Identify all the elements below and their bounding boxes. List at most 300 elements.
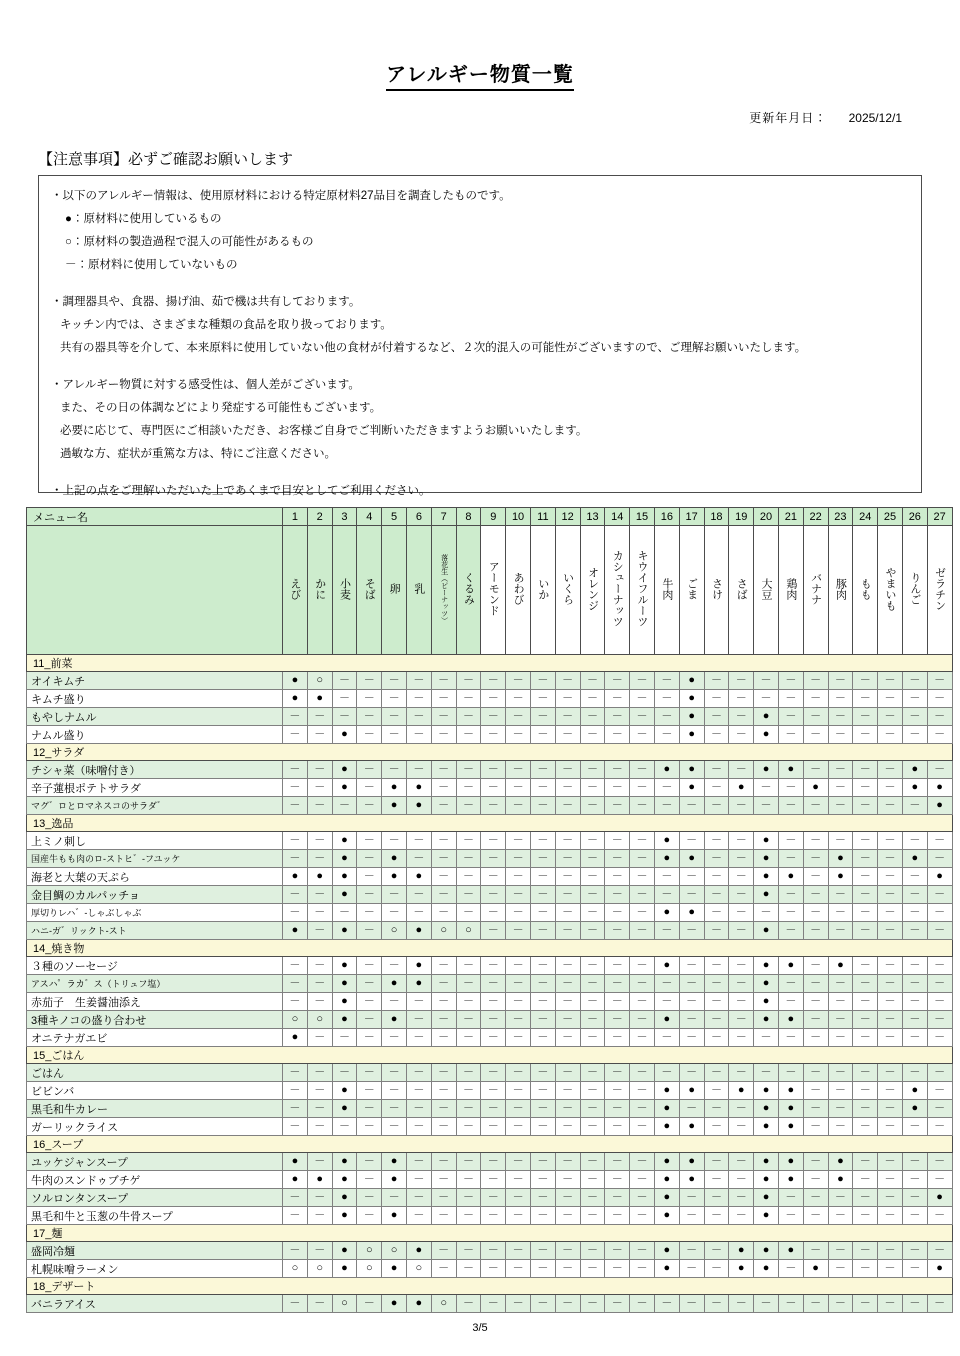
allergen-mark-22-not-used	[803, 672, 828, 690]
mark-glyph: －	[760, 1297, 772, 1309]
mark-glyph: －	[289, 781, 301, 793]
allergen-mark-6-used	[406, 868, 431, 886]
allergen-mark-3-not-used	[332, 672, 357, 690]
mark-glyph: －	[884, 1031, 896, 1043]
allergen-mark-19-not-used	[729, 1029, 754, 1047]
allergen-mark-8-not-used	[456, 904, 481, 922]
mark-glyph: －	[562, 1031, 574, 1043]
allergen-mark-4-not-used	[357, 868, 382, 886]
allergen-mark-12-not-used	[555, 1082, 580, 1100]
mark-glyph: －	[462, 710, 474, 722]
allergen-mark-23-not-used	[828, 1242, 853, 1260]
allergen-mark-6-not-used	[406, 690, 431, 708]
menu-row	[27, 1100, 953, 1118]
mark-glyph: －	[462, 1013, 474, 1025]
allergen-mark-18-not-used	[704, 726, 729, 744]
allergen-mark-9-not-used	[481, 868, 506, 886]
mark-glyph: ●	[341, 924, 348, 936]
allergen-mark-17-not-used	[679, 1260, 704, 1278]
allergen-mark-5-not-used	[382, 690, 407, 708]
mark-glyph: －	[934, 834, 946, 846]
mark-glyph: －	[363, 1084, 375, 1096]
allergen-mark-17-not-used	[679, 797, 704, 815]
allergen-mark-26-used	[902, 1100, 927, 1118]
mark-glyph: －	[462, 870, 474, 882]
mark-glyph: －	[586, 1031, 598, 1043]
menu-item-name: ガーリックライス	[27, 1118, 283, 1136]
menu-row	[27, 975, 953, 993]
mark-glyph: －	[413, 852, 425, 864]
allergen-mark-17-used	[679, 904, 704, 922]
mark-glyph: ●	[688, 1155, 695, 1167]
mark-glyph: －	[512, 959, 524, 971]
allergen-mark-9-not-used	[481, 850, 506, 868]
mark-glyph: －	[537, 1244, 549, 1256]
mark-glyph: －	[487, 1209, 499, 1221]
allergen-name-16	[654, 526, 679, 655]
mark-glyph: －	[859, 959, 871, 971]
page-footer: 3/5	[472, 1322, 488, 1334]
allergen-mark-20-used	[754, 1207, 779, 1225]
mark-glyph: －	[413, 1173, 425, 1185]
mark-glyph: ●	[341, 781, 348, 793]
allergen-mark-25-not-used	[878, 779, 903, 797]
mark-glyph: －	[661, 924, 673, 936]
mark-glyph: ●	[316, 870, 324, 882]
mark-glyph: －	[289, 977, 301, 989]
mark-glyph: ●	[341, 870, 348, 882]
mark-glyph: －	[859, 852, 871, 864]
mark-glyph: －	[438, 1120, 450, 1132]
allergen-mark-22-not-used	[803, 690, 828, 708]
allergen-mark-16-used	[654, 1153, 679, 1171]
category-label: 13_逸品	[27, 815, 283, 832]
allergen-mark-11-not-used	[530, 1295, 555, 1313]
allergen-name-11	[530, 526, 555, 655]
notice-line: ・調理器具や、食器、揚げ油、茹で機は共有しております。	[51, 296, 361, 308]
allergen-mark-6-not-used	[406, 850, 431, 868]
mark-glyph: －	[487, 1084, 499, 1096]
allergen-mark-22-not-used	[803, 1295, 828, 1313]
mark-glyph: －	[859, 870, 871, 882]
allergen-mark-21-not-used	[778, 672, 803, 690]
mark-glyph: －	[487, 870, 499, 882]
allergen-mark-25-not-used	[878, 690, 903, 708]
mark-glyph: －	[834, 728, 846, 740]
allergen-mark-16-used	[654, 1260, 679, 1278]
allergen-mark-22-not-used	[803, 904, 828, 922]
mark-glyph: －	[462, 692, 474, 704]
allergen-mark-5-not-used	[382, 761, 407, 779]
mark-glyph: －	[512, 1173, 524, 1185]
mark-glyph: －	[487, 1031, 499, 1043]
allergen-name-14	[605, 526, 630, 655]
allergen-mark-24-not-used	[853, 1118, 878, 1136]
mark-glyph: －	[785, 977, 797, 989]
mark-glyph: －	[487, 1102, 499, 1114]
mark-glyph: －	[636, 692, 648, 704]
allergen-mark-17-used	[679, 1118, 704, 1136]
allergen-name-text: やまいも	[884, 566, 897, 611]
mark-glyph: －	[884, 852, 896, 864]
mark-glyph: －	[562, 924, 574, 936]
allergen-mark-25-not-used	[878, 832, 903, 850]
allergen-mark-15-not-used	[630, 1189, 655, 1207]
category-row	[27, 815, 953, 832]
mark-glyph: －	[909, 1066, 921, 1078]
allergen-mark-4-not-used	[357, 1029, 382, 1047]
mark-glyph: －	[363, 1155, 375, 1167]
mark-glyph: －	[661, 781, 673, 793]
mark-glyph: －	[611, 1120, 623, 1132]
mark-glyph: －	[338, 906, 350, 918]
allergen-mark-17-used	[679, 690, 704, 708]
allergen-mark-10-not-used	[506, 1295, 531, 1313]
allergen-mark-14-not-used	[605, 868, 630, 886]
mark-glyph: －	[859, 1066, 871, 1078]
mark-glyph: －	[834, 1102, 846, 1114]
allergen-mark-1-used	[283, 1171, 308, 1189]
mark-glyph: －	[537, 995, 549, 1007]
mark-glyph: ●	[837, 852, 844, 864]
allergen-mark-4-not-used	[357, 922, 382, 940]
mark-glyph: －	[834, 1244, 846, 1256]
mark-glyph: －	[710, 1155, 722, 1167]
allergen-mark-4-not-used	[357, 1118, 382, 1136]
allergen-mark-20-not-used	[754, 1295, 779, 1313]
allergen-mark-19-not-used	[729, 726, 754, 744]
mark-glyph: －	[562, 1262, 574, 1274]
allergen-mark-27-not-used	[927, 1082, 952, 1100]
allergen-name-row	[27, 526, 953, 655]
mark-glyph: －	[611, 1155, 623, 1167]
mark-glyph: ○	[291, 1262, 299, 1274]
allergen-mark-1-not-used	[283, 708, 308, 726]
allergen-mark-9-not-used	[481, 957, 506, 975]
mark-glyph: －	[785, 1031, 797, 1043]
allergen-mark-26-not-used	[902, 993, 927, 1011]
allergen-mark-5-not-used	[382, 1082, 407, 1100]
mark-glyph: －	[834, 710, 846, 722]
mark-glyph: －	[413, 888, 425, 900]
menu-item-name: 盛岡冷麺	[27, 1242, 283, 1260]
allergen-mark-27-not-used	[927, 886, 952, 904]
mark-glyph: －	[859, 763, 871, 775]
allergen-mark-7-not-used	[431, 886, 456, 904]
mark-glyph: －	[289, 1209, 301, 1221]
menu-item-name: マグ゛ロとロマネスコのサラダ゛	[27, 797, 283, 815]
mark-glyph: －	[884, 710, 896, 722]
allergen-number-21: 21	[778, 508, 803, 526]
menu-row	[27, 708, 953, 726]
allergen-mark-25-not-used	[878, 1100, 903, 1118]
mark-glyph: －	[586, 1262, 598, 1274]
mark-glyph: －	[537, 710, 549, 722]
allergen-mark-12-not-used	[555, 708, 580, 726]
allergen-mark-10-not-used	[506, 975, 531, 993]
mark-glyph: －	[512, 995, 524, 1007]
mark-glyph: －	[438, 1084, 450, 1096]
mark-glyph: －	[438, 1244, 450, 1256]
mark-glyph: －	[859, 995, 871, 1007]
mark-glyph: －	[710, 995, 722, 1007]
allergen-mark-22-not-used	[803, 850, 828, 868]
allergen-mark-23-not-used	[828, 672, 853, 690]
allergen-mark-15-not-used	[630, 779, 655, 797]
allergen-mark-6-not-used	[406, 708, 431, 726]
mark-glyph: －	[586, 799, 598, 811]
allergen-mark-22-not-used	[803, 1118, 828, 1136]
mark-glyph: －	[710, 834, 722, 846]
allergen-mark-21-not-used	[778, 904, 803, 922]
category-label: 17_麺	[27, 1225, 283, 1242]
allergen-mark-22-not-used	[803, 957, 828, 975]
allergen-mark-22-not-used	[803, 1153, 828, 1171]
mark-glyph: －	[710, 1209, 722, 1221]
allergen-table-wrap	[26, 507, 946, 1313]
mark-glyph: －	[338, 1066, 350, 1078]
mark-glyph: －	[810, 1031, 822, 1043]
allergen-mark-25-not-used	[878, 1242, 903, 1260]
mark-glyph: ●	[762, 977, 770, 989]
menu-item-name: ハニ-ガ゛リックト-スト	[27, 922, 283, 940]
allergen-mark-23-not-used	[828, 726, 853, 744]
allergen-mark-2-may-contain	[307, 672, 332, 690]
allergen-mark-2-not-used	[307, 708, 332, 726]
allergen-mark-11-not-used	[530, 868, 555, 886]
allergen-mark-18-not-used	[704, 1171, 729, 1189]
mark-glyph: －	[462, 728, 474, 740]
allergen-mark-17-not-used	[679, 1189, 704, 1207]
allergen-number-5: 5	[382, 508, 407, 526]
allergen-mark-4-not-used	[357, 797, 382, 815]
mark-glyph: －	[710, 1031, 722, 1043]
allergen-mark-14-not-used	[605, 1189, 630, 1207]
allergen-mark-7-not-used	[431, 797, 456, 815]
mark-glyph: ●	[415, 924, 423, 936]
mark-glyph: ●	[291, 674, 299, 686]
menu-item-name: 札幌味噌ラーメン	[27, 1260, 283, 1278]
allergen-mark-6-not-used	[406, 1029, 431, 1047]
allergen-mark-15-not-used	[630, 672, 655, 690]
allergen-mark-21-not-used	[778, 779, 803, 797]
mark-glyph: ○	[390, 1244, 398, 1256]
allergen-mark-13-not-used	[580, 779, 605, 797]
allergen-mark-3-not-used	[332, 690, 357, 708]
allergen-mark-27-not-used	[927, 1295, 952, 1313]
mark-glyph: ○	[365, 1262, 373, 1274]
allergen-number-10: 10	[506, 508, 531, 526]
mark-glyph: －	[884, 870, 896, 882]
allergen-mark-25-not-used	[878, 1064, 903, 1082]
allergen-mark-7-not-used	[431, 1118, 456, 1136]
allergen-mark-16-used	[654, 957, 679, 975]
mark-glyph: －	[462, 995, 474, 1007]
notice-line: ・上記の点をご理解いただいた上であくまで目安としてご利用ください。	[51, 485, 431, 497]
allergen-mark-11-not-used	[530, 1029, 555, 1047]
allergen-mark-23-not-used	[828, 1100, 853, 1118]
mark-glyph: －	[909, 1262, 921, 1274]
allergen-mark-26-not-used	[902, 1295, 927, 1313]
mark-glyph: －	[586, 763, 598, 775]
allergen-mark-24-not-used	[853, 1260, 878, 1278]
allergen-mark-19-used	[729, 1260, 754, 1278]
mark-glyph: －	[909, 674, 921, 686]
mark-glyph: －	[611, 870, 623, 882]
mark-glyph: －	[562, 1297, 574, 1309]
allergen-mark-16-not-used	[654, 726, 679, 744]
mark-glyph: －	[562, 1013, 574, 1025]
allergen-mark-9-not-used	[481, 1189, 506, 1207]
allergen-mark-1-not-used	[283, 761, 308, 779]
mark-glyph: －	[686, 995, 698, 1007]
mark-glyph: －	[438, 959, 450, 971]
mark-glyph: －	[314, 1155, 326, 1167]
mark-glyph: －	[810, 959, 822, 971]
mark-glyph: －	[363, 1191, 375, 1203]
allergen-number-7: 7	[431, 508, 456, 526]
allergen-mark-25-not-used	[878, 1260, 903, 1278]
allergen-mark-3-not-used	[332, 1118, 357, 1136]
allergen-mark-11-not-used	[530, 708, 555, 726]
mark-glyph: ●	[787, 763, 795, 775]
category-row	[27, 1278, 953, 1295]
mark-glyph: －	[884, 1155, 896, 1167]
mark-glyph: －	[314, 995, 326, 1007]
mark-glyph: －	[289, 1244, 301, 1256]
allergen-mark-3-used	[332, 1260, 357, 1278]
mark-glyph: －	[636, 1013, 648, 1025]
mark-glyph: －	[735, 728, 747, 740]
mark-glyph: －	[934, 995, 946, 1007]
category-row	[27, 655, 953, 672]
allergen-mark-22-not-used	[803, 1029, 828, 1047]
allergen-mark-22-not-used	[803, 868, 828, 886]
allergen-mark-15-not-used	[630, 1100, 655, 1118]
allergen-mark-1-not-used	[283, 993, 308, 1011]
allergen-name-text: 落花生（ピーナッツ）	[440, 553, 448, 624]
allergen-mark-3-used	[332, 975, 357, 993]
mark-glyph: －	[661, 692, 673, 704]
mark-glyph: ○	[341, 1297, 348, 1309]
mark-glyph: －	[810, 1244, 822, 1256]
mark-glyph: －	[934, 710, 946, 722]
allergen-mark-3-not-used	[332, 1064, 357, 1082]
allergen-mark-19-not-used	[729, 832, 754, 850]
menu-item-name: キムチ盛り	[27, 690, 283, 708]
allergen-name-15	[630, 526, 655, 655]
allergen-mark-19-not-used	[729, 1064, 754, 1082]
mark-glyph: ●	[762, 710, 770, 722]
allergen-mark-10-not-used	[506, 797, 531, 815]
mark-glyph: －	[363, 924, 375, 936]
mark-glyph: －	[710, 959, 722, 971]
mark-glyph: －	[363, 781, 375, 793]
allergen-mark-7-not-used	[431, 1011, 456, 1029]
mark-glyph: －	[636, 1102, 648, 1114]
mark-glyph: －	[636, 1031, 648, 1043]
mark-glyph: －	[462, 763, 474, 775]
mark-glyph: －	[289, 1102, 301, 1114]
mark-glyph: ●	[837, 959, 844, 971]
mark-glyph: －	[537, 870, 549, 882]
mark-glyph: ○	[316, 1262, 324, 1274]
allergen-mark-16-used	[654, 904, 679, 922]
allergen-mark-5-may-contain	[382, 922, 407, 940]
allergen-mark-26-not-used	[902, 672, 927, 690]
allergen-mark-18-not-used	[704, 850, 729, 868]
mark-glyph: －	[462, 1066, 474, 1078]
mark-glyph: －	[562, 710, 574, 722]
mark-glyph: －	[586, 1173, 598, 1185]
allergen-mark-21-used	[778, 868, 803, 886]
allergen-mark-17-not-used	[679, 975, 704, 993]
mark-glyph: －	[512, 1209, 524, 1221]
allergen-mark-19-not-used	[729, 868, 754, 886]
mark-glyph: －	[462, 906, 474, 918]
mark-glyph: －	[289, 834, 301, 846]
allergen-mark-6-not-used	[406, 672, 431, 690]
allergen-mark-23-not-used	[828, 1011, 853, 1029]
mark-glyph: －	[314, 1084, 326, 1096]
allergen-mark-19-not-used	[729, 1153, 754, 1171]
allergen-mark-27-not-used	[927, 1029, 952, 1047]
allergen-mark-14-not-used	[605, 975, 630, 993]
menu-row	[27, 779, 953, 797]
allergen-name-text: キウイフルーツ	[636, 550, 649, 627]
mark-glyph: －	[785, 710, 797, 722]
mark-glyph: －	[611, 924, 623, 936]
mark-glyph: －	[562, 1120, 574, 1132]
mark-glyph: ●	[341, 1209, 348, 1221]
mark-glyph: ●	[812, 781, 819, 793]
allergen-mark-1-used	[283, 1153, 308, 1171]
allergen-mark-25-not-used	[878, 904, 903, 922]
mark-glyph: ●	[787, 1084, 795, 1096]
allergen-mark-11-not-used	[530, 922, 555, 940]
allergen-mark-17-used	[679, 708, 704, 726]
menu-row	[27, 868, 953, 886]
allergen-mark-18-not-used	[704, 993, 729, 1011]
allergen-mark-2-not-used	[307, 1100, 332, 1118]
allergen-mark-25-not-used	[878, 1082, 903, 1100]
allergen-mark-24-not-used	[853, 690, 878, 708]
allergen-mark-16-not-used	[654, 797, 679, 815]
mark-glyph: －	[909, 692, 921, 704]
allergen-mark-27-not-used	[927, 726, 952, 744]
mark-glyph: －	[710, 870, 722, 882]
mark-glyph: －	[710, 710, 722, 722]
mark-glyph: ○	[365, 1244, 373, 1256]
mark-glyph: ●	[762, 728, 770, 740]
notice-line: 過敏な方、症状が重篤な方は、特にご注意ください。	[60, 448, 336, 460]
allergen-mark-13-not-used	[580, 975, 605, 993]
allergen-mark-25-not-used	[878, 975, 903, 993]
allergen-mark-18-not-used	[704, 1242, 729, 1260]
allergen-mark-20-not-used	[754, 690, 779, 708]
mark-glyph: ●	[737, 1084, 745, 1096]
mark-glyph: －	[636, 1209, 648, 1221]
mark-glyph: －	[388, 728, 400, 740]
allergen-name-10	[506, 526, 531, 655]
mark-glyph: －	[363, 870, 375, 882]
allergen-name-text: オレンジ	[586, 566, 599, 611]
allergen-name-text: えび	[288, 577, 301, 600]
mark-glyph: －	[661, 1066, 673, 1078]
mark-glyph: ●	[911, 1084, 919, 1096]
mark-glyph: ●	[415, 977, 423, 989]
allergen-mark-22-not-used	[803, 993, 828, 1011]
